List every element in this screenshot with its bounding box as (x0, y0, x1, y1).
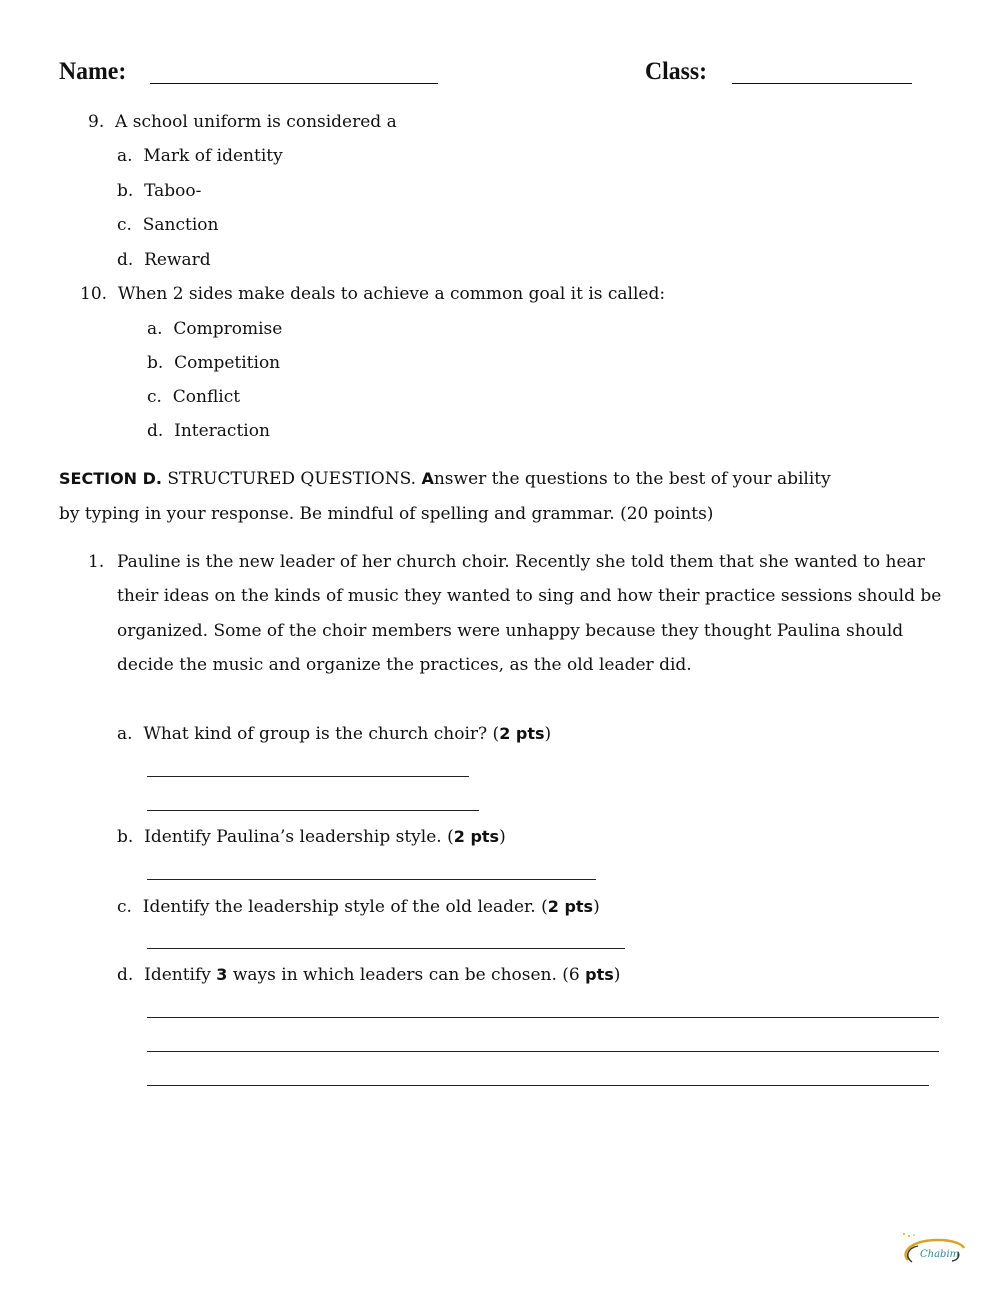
option-10b[interactable]: b. Competition (147, 353, 281, 373)
section-first-letter: A (421, 469, 434, 488)
answer-line-c[interactable] (147, 948, 625, 949)
logo-swoosh-icon (898, 1230, 968, 1266)
option-9b[interactable]: b. Taboo- (117, 181, 202, 201)
option-10a[interactable]: a. Compromise (147, 319, 283, 339)
question-number: 9. (88, 112, 105, 132)
part-c: c. Identify the leadership style of the old leader. (2 pts) (117, 897, 600, 917)
class-label: Class: (645, 58, 708, 85)
question-10 (80, 284, 665, 304)
part-a: a. What kind of group is the church choir? (2 pts) (117, 724, 552, 744)
part-d: d. Identify 3 ways in which leaders can be chosen. (6 pts) (117, 965, 621, 985)
svg-text:Chabim: Chabim (920, 1249, 960, 1260)
section-instructions-line2: by typing in your response. Be mindful of spelling and grammar. (20 points) (59, 504, 714, 524)
option-9d[interactable]: d. Reward (117, 250, 211, 270)
option-9a[interactable]: a. Mark of identity (117, 146, 283, 166)
answer-line-d2[interactable] (147, 1051, 939, 1052)
class-field[interactable] (732, 83, 912, 84)
answer-line-d1[interactable] (147, 1017, 939, 1018)
question-number: 10. (80, 284, 108, 304)
chabim-logo (898, 1230, 968, 1266)
structured-number: 1. (88, 552, 105, 572)
answer-line-d3[interactable] (147, 1085, 929, 1086)
section-heading: STRUCTURED QUESTIONS. (167, 469, 417, 489)
answer-line-a1[interactable] (147, 776, 469, 777)
section-title: SECTION D. (59, 469, 162, 488)
name-field[interactable] (150, 83, 438, 84)
question-9 (88, 112, 397, 132)
name-label: Name: (59, 58, 127, 85)
option-10c[interactable]: c. Conflict (147, 387, 241, 407)
answer-line-b[interactable] (147, 879, 596, 880)
question-text: A school uniform is considered a (115, 112, 397, 132)
section-instructions: nswer the questions to the best of your ability (433, 469, 831, 489)
option-10d[interactable]: d. Interaction (147, 421, 270, 441)
part-b: b. Identify Paulina’s leadership style. (2 pts) (117, 827, 506, 847)
answer-line-a2[interactable] (147, 810, 479, 811)
structured-passage: Pauline is the new leader of her church choir. Recently she told them that she wanted to hear their ideas on the kinds of music they wanted to sing and how their practice sessions should be organized. Some of the choir members were unhappy because they thought Paulina should decide the music and organize the practices, as the old leader did. (117, 552, 942, 676)
question-text: When 2 sides make deals to achieve a common goal it is called: (117, 284, 666, 304)
option-9c[interactable]: c. Sanction (117, 215, 219, 235)
section-d-instructions (59, 469, 831, 489)
